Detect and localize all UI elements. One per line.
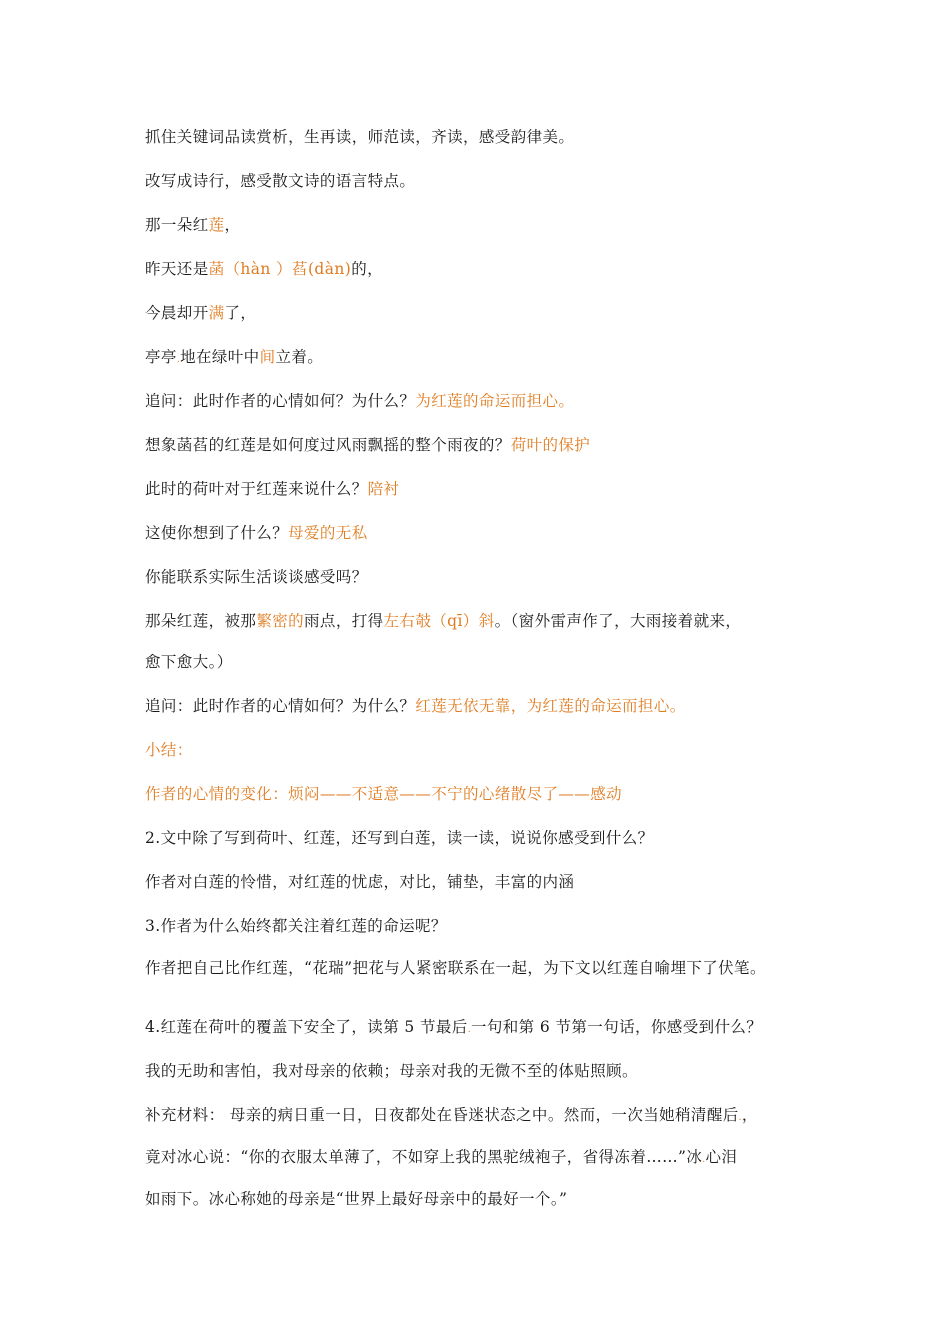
quote-red-lotus-rain: 那朵红莲，被那繁密的雨点，打得左右攲（qī）斜。（窗外雷声作了，大雨接着就来， bbox=[145, 612, 742, 630]
answer-3: 作者把自己比作红莲，“花瑞”把花与人紧密联系在一起，为下文以红莲自喻埋下了伏笔。 bbox=[145, 959, 766, 977]
question-2-white-lotus: 2.文中除了写到荷叶、红莲，还写到白莲，读一读，说说你感受到什么？ bbox=[145, 829, 654, 847]
question-real-life: 你能联系实际生活谈谈感受吗？ bbox=[145, 568, 368, 586]
poem-line-1: 那一朵红莲， bbox=[145, 216, 241, 234]
supplement-material-2: 竟对冰心说：“你的衣服太单薄了，不如穿上我的黑驼绒袍子，省得冻着……”冰.心泪 bbox=[145, 1148, 738, 1166]
summary-mood-change: 作者的心情的变化：烦闷——不适意——不宁的心绪散尽了——感动 bbox=[145, 785, 623, 803]
supplement-material-1: 补充材料： 母亲的病日重一日，日夜都处在昏迷状态之中。然而，一次当她稍清醒后.， bbox=[145, 1106, 758, 1124]
question-think-of: 这使你想到了什么？母爱的无私 bbox=[145, 524, 368, 542]
question-lotus-leaf: 此时的荷叶对于红莲来说什么？陪衬 bbox=[145, 480, 400, 498]
paragraph-rewrite-poem: 改写成诗行，感受散文诗的语言特点。 bbox=[145, 172, 416, 190]
question-author-mood-2: 追问：此时作者的心情如何？为什么？红莲无依无靠，为红莲的命运而担心。 bbox=[145, 697, 686, 715]
question-4: 4.红莲在荷叶的覆盖下安全了，读第 5 节最后.一句和第 6 节第一句话，你感受到什么？ bbox=[145, 1018, 763, 1036]
supplement-material-3: 如雨下。冰心称她的母亲是“世界上最好母亲中的最好一个。” bbox=[145, 1190, 568, 1208]
question-rainy-night: 想象菡萏的红莲是如何度过风雨飘摇的整个雨夜的？荷叶的保护 bbox=[145, 436, 591, 454]
summary-heading: 小结： bbox=[145, 741, 193, 759]
poem-line-3: 今晨却开满了， bbox=[145, 304, 257, 322]
poem-line-2: 昨天还是菡（hàn ）萏(dàn)的， bbox=[145, 260, 383, 278]
answer-4: 我的无助和害怕，我对母亲的依赖；母亲对我的无微不至的体贴照顾。 bbox=[145, 1062, 638, 1080]
question-3: 3.作者为什么始终都关注着红莲的命运呢？ bbox=[145, 917, 447, 935]
poem-line-4: 亭亭.地在绿叶中间立着。 bbox=[145, 348, 324, 366]
paragraph-reading-method: 抓住关键词品读赏析，生再读，师范读，齐读，感受韵律美。 bbox=[145, 128, 575, 146]
question-author-mood-1: 追问：此时作者的心情如何？为什么？为红莲的命运而担心。 bbox=[145, 392, 575, 410]
quote-red-lotus-rain-cont: 愈下愈大。） bbox=[145, 653, 233, 671]
answer-2: 作者对白莲的怜惜，对红莲的忧虑，对比，铺垫，丰富的内涵 bbox=[145, 873, 575, 891]
